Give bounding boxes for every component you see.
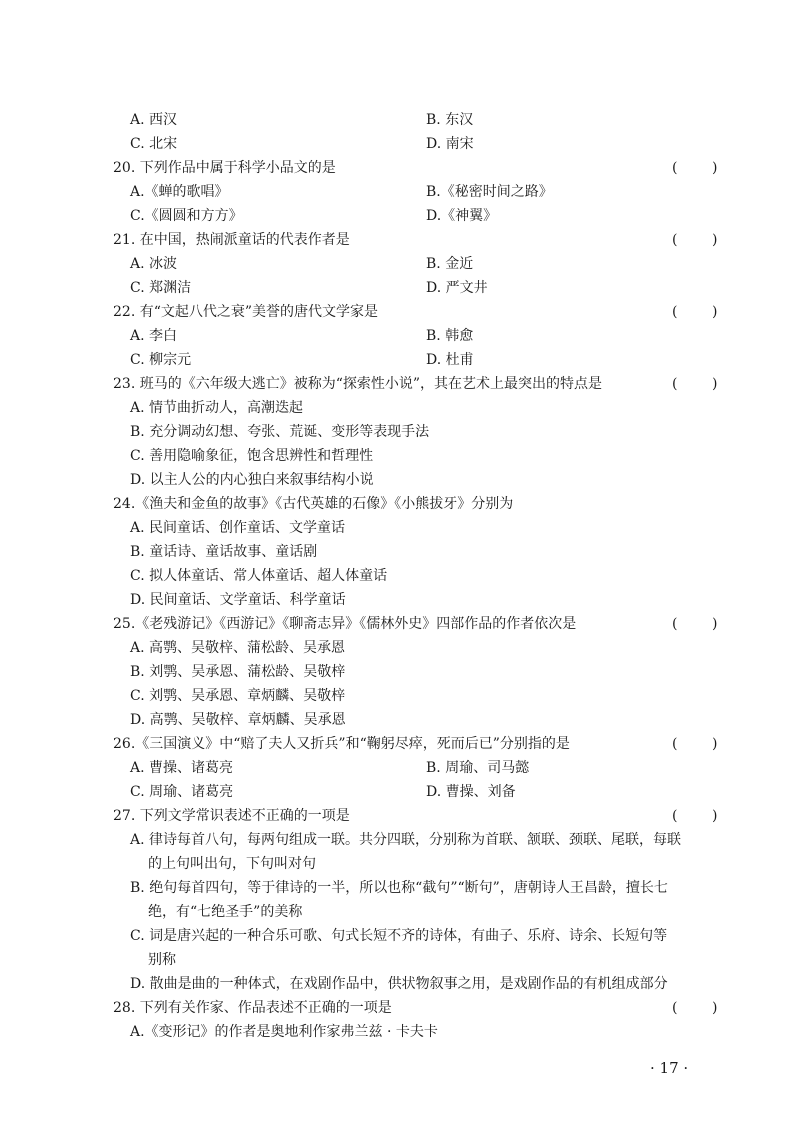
q22-stem-row: [0, 301, 800, 323]
q22-option-a: A. 李白: [130, 328, 178, 344]
paren-open: (: [672, 376, 678, 392]
q22-option-d: D. 杜甫: [426, 352, 474, 368]
q26-option-b: B. 周瑜、司马懿: [426, 760, 530, 776]
paren-open: (: [672, 232, 678, 248]
q19-option-d: D. 南宋: [426, 136, 474, 152]
q20-options-row-2: [0, 205, 800, 227]
paren-close: ): [712, 376, 718, 392]
q24-stem: 24.《渔夫和金鱼的故事》《古代英雄的石像》《小熊拔牙》分别为: [113, 496, 514, 512]
paren-close: ): [712, 736, 718, 752]
q21-option-d: D. 严文井: [426, 280, 488, 296]
q22-option-c: C. 柳宗元: [130, 352, 192, 368]
q25-option-c: C. 刘鹗、吴承恩、章炳麟、吴敬梓: [130, 688, 346, 704]
q20-options-row-1: [0, 181, 800, 203]
q27-stem: 27. 下列文学常识表述不正确的一项是: [113, 808, 350, 824]
paren-close: ): [712, 616, 718, 632]
q27-option-d-line-1: [0, 973, 800, 995]
q25-option-d: D. 高鹗、吴敬梓、章炳麟、吴承恩: [130, 712, 346, 728]
q24-option-c: C. 拟人体童话、常人体童话、超人体童话: [130, 568, 388, 584]
q22-answer-blank[interactable]: [672, 301, 722, 323]
q27-option-b: B. 绝句每首四句，等于律诗的一半，所以也称“截句”“断句”，唐朝诗人王昌龄，擅长七: [130, 880, 668, 896]
q21-option-c: C. 郑渊洁: [130, 280, 192, 296]
q25-option-c-row: [0, 685, 800, 707]
paren-open: (: [672, 1000, 678, 1016]
q25-stem-row: [0, 613, 800, 635]
q21-stem-row: [0, 229, 800, 251]
q27-option-c: C. 词是唐兴起的一种合乐可歌、句式长短不齐的诗体，有曲子、乐府、诗余、长短句等: [130, 928, 668, 944]
q23-option-d-row: [0, 469, 800, 491]
q21-option-a: A. 冰波: [130, 256, 178, 272]
q22-options-row-1: [0, 325, 800, 347]
q25-option-b: B. 刘鹗、吴承恩、蒲松龄、吴敬梓: [130, 664, 346, 680]
q27-option-b-line-2: [0, 901, 800, 923]
q24-option-a-row: [0, 517, 800, 539]
q19-option-b: B. 东汉: [426, 112, 474, 128]
q24-option-b-row: [0, 541, 800, 563]
q27-option-a-line-2: [0, 853, 800, 875]
q25-answer-blank[interactable]: [672, 613, 722, 635]
q24-option-b: B. 童话诗、童话故事、童话剧: [130, 544, 318, 560]
q26-answer-blank[interactable]: [672, 733, 722, 755]
q28-option-a: A.《变形记》的作者是奥地利作家弗兰兹 · 卡夫卡: [130, 1024, 438, 1040]
q20-stem: 20. 下列作品中属于科学小品文的是: [113, 160, 336, 176]
q23-answer-blank[interactable]: [672, 373, 722, 395]
q27-answer-blank[interactable]: [672, 805, 722, 827]
paren-open: (: [672, 616, 678, 632]
q25-stem: 25.《老残游记》《西游记》《聊斋志异》《儒林外史》四部作品的作者依次是: [113, 616, 577, 632]
q19-option-c: C. 北宋: [130, 136, 178, 152]
q27-option-a-continued: 的上句叫出句，下句叫对句: [148, 856, 316, 872]
q28-stem-row: [0, 997, 800, 1019]
paren-open: (: [672, 304, 678, 320]
paren-open: (: [672, 808, 678, 824]
q27-option-c-continued: 别称: [148, 952, 176, 968]
paren-close: ): [712, 232, 718, 248]
q26-option-a: A. 曹操、诸葛亮: [130, 760, 234, 776]
q20-option-c: C.《圆圆和方方》: [130, 208, 243, 224]
q27-option-c-line-1: [0, 925, 800, 947]
q23-option-a: A. 情节曲折动人，高潮迭起: [130, 400, 304, 416]
q22-options-row-2: [0, 349, 800, 371]
q24-option-a: A. 民间童话、创作童话、文学童话: [130, 520, 346, 536]
paren-close: ): [712, 304, 718, 320]
q21-options-row-2: [0, 277, 800, 299]
q25-option-b-row: [0, 661, 800, 683]
q24-stem-row: [0, 493, 800, 515]
q26-options-row-1: [0, 757, 800, 779]
q25-option-d-row: [0, 709, 800, 731]
paren-open: (: [672, 160, 678, 176]
q28-answer-blank[interactable]: [672, 997, 722, 1019]
q27-option-b-line-1: [0, 877, 800, 899]
q20-option-b: B.《秘密时间之路》: [426, 184, 553, 200]
q22-option-b: B. 韩愈: [426, 328, 474, 344]
q23-option-b-row: [0, 421, 800, 443]
q20-option-a: A.《蝉的歌唱》: [130, 184, 229, 200]
q26-option-c: C. 周瑜、诸葛亮: [130, 784, 234, 800]
q23-option-c: C. 善用隐喻象征，饱含思辨性和哲理性: [130, 448, 374, 464]
paren-close: ): [712, 160, 718, 176]
q27-option-a-line-1: [0, 829, 800, 851]
q23-stem-row: [0, 373, 800, 395]
q26-options-row-2: [0, 781, 800, 803]
page-number: · 17 ·: [650, 1059, 689, 1077]
q27-option-c-line-2: [0, 949, 800, 971]
paren-open: (: [672, 736, 678, 752]
q25-option-a: A. 高鹗、吴敬梓、蒲松龄、吴承恩: [130, 640, 346, 656]
q20-option-d: D.《神翼》: [426, 208, 498, 224]
q27-stem-row: [0, 805, 800, 827]
q23-option-c-row: [0, 445, 800, 467]
q21-answer-blank[interactable]: [672, 229, 722, 251]
q26-option-d: D. 曹操、刘备: [426, 784, 516, 800]
q24-option-d-row: [0, 589, 800, 611]
q19-option-a: A. 西汉: [130, 112, 178, 128]
q23-option-b: B. 充分调动幻想、夸张、荒诞、变形等表现手法: [130, 424, 430, 440]
q21-option-b: B. 金近: [426, 256, 474, 272]
q26-stem-row: [0, 733, 800, 755]
q20-stem-row: [0, 157, 800, 179]
q28-option-a-row: [0, 1021, 800, 1043]
q25-option-a-row: [0, 637, 800, 659]
q24-option-c-row: [0, 565, 800, 587]
q19-options-row-2: [0, 133, 800, 155]
q24-option-d: D. 民间童话、文学童话、科学童话: [130, 592, 346, 608]
q23-option-a-row: [0, 397, 800, 419]
q27-option-b-continued: 绝，有“七绝圣手”的美称: [148, 904, 303, 920]
q20-answer-blank[interactable]: [672, 157, 722, 179]
q21-stem: 21. 在中国，热闹派童话的代表作者是: [113, 232, 350, 248]
q23-stem: 23. 班马的《六年级大逃亡》被称为“探索性小说”，其在艺术上最突出的特点是: [113, 376, 603, 392]
paren-close: ): [712, 808, 718, 824]
q22-stem: 22. 有“文起八代之衰”美誉的唐代文学家是: [113, 304, 379, 320]
q23-option-d: D. 以主人公的内心独白来叙事结构小说: [130, 472, 374, 488]
q27-option-d: D. 散曲是曲的一种体式，在戏剧作品中，供状物叙事之用，是戏剧作品的有机组成部分: [130, 976, 668, 992]
q28-stem: 28. 下列有关作家、作品表述不正确的一项是: [113, 1000, 392, 1016]
q19-options-row-1: [0, 109, 800, 131]
q21-options-row-1: [0, 253, 800, 275]
q26-stem: 26.《三国演义》中“赔了夫人又折兵”和“鞠躬尽瘁，死而后已”分别指的是: [113, 736, 570, 752]
paren-close: ): [712, 1000, 718, 1016]
q27-option-a: A. 律诗每首八句，每两句组成一联。共分四联，分别称为首联、颔联、颈联、尾联，每联: [130, 832, 682, 848]
